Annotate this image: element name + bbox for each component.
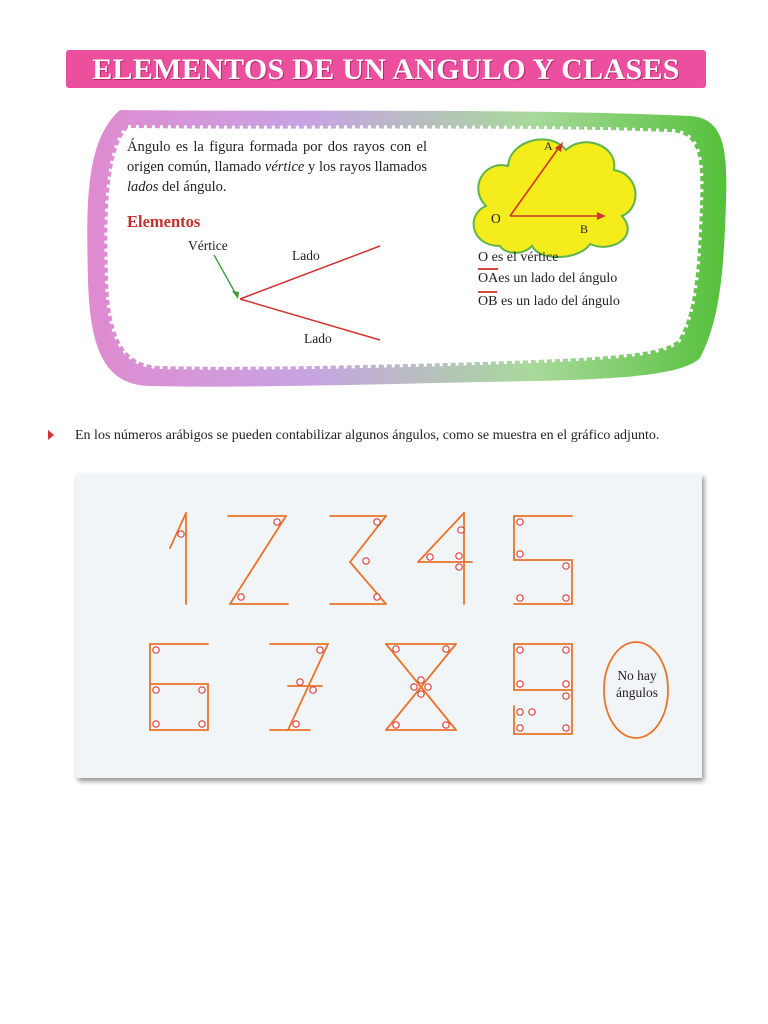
segment-oa: OA: [478, 268, 498, 286]
definition-text-1: Ángulo es la figura formada por dos rayos con el origen común, llamado: [127, 139, 427, 175]
digit-9: [514, 644, 572, 734]
side-bottom-label: Lado: [304, 331, 332, 346]
definition-text-3: del ángulo.: [158, 179, 227, 195]
point-o-label: O: [491, 211, 501, 226]
digit-3: [330, 516, 386, 604]
digit-6: [150, 644, 208, 730]
elements-heading: Elementos: [127, 212, 201, 231]
statement-side-ob-text: es un lado del ángulo: [497, 294, 620, 309]
angle-markers: [153, 519, 569, 731]
point-a-label: A: [544, 139, 553, 153]
segment-ob: OB: [478, 291, 497, 309]
vertex-label: Vértice: [188, 238, 228, 253]
intro-text: En los números arábigos se pueden contabilizar algunos ángulos, como se muestra en el gráfico adjunto.: [75, 428, 660, 443]
statement-vertex: O es el vértice: [478, 250, 559, 265]
page-title: ELEMENTOS DE UN ANGULO Y CLASES: [92, 53, 680, 86]
side-top-label: Lado: [292, 248, 320, 263]
definition-vertex-word: vértice: [264, 159, 305, 175]
digit-5: [514, 516, 572, 604]
digit-7: [270, 644, 328, 730]
no-angles-line-1: No hay: [617, 668, 657, 683]
no-angles-note: [602, 667, 672, 701]
no-angles-line-2: ángulos: [616, 685, 658, 700]
digit-8: [386, 644, 456, 730]
definition-text-2: y los rayos llamados: [304, 159, 427, 175]
definition-sides-word: lados: [127, 179, 159, 195]
digit-1: [170, 513, 186, 604]
digit-4: [418, 513, 472, 604]
statement-side-oa-text: es un lado del ángulo: [498, 271, 618, 286]
point-b-label: B: [580, 222, 589, 236]
digit-2: [228, 516, 288, 604]
